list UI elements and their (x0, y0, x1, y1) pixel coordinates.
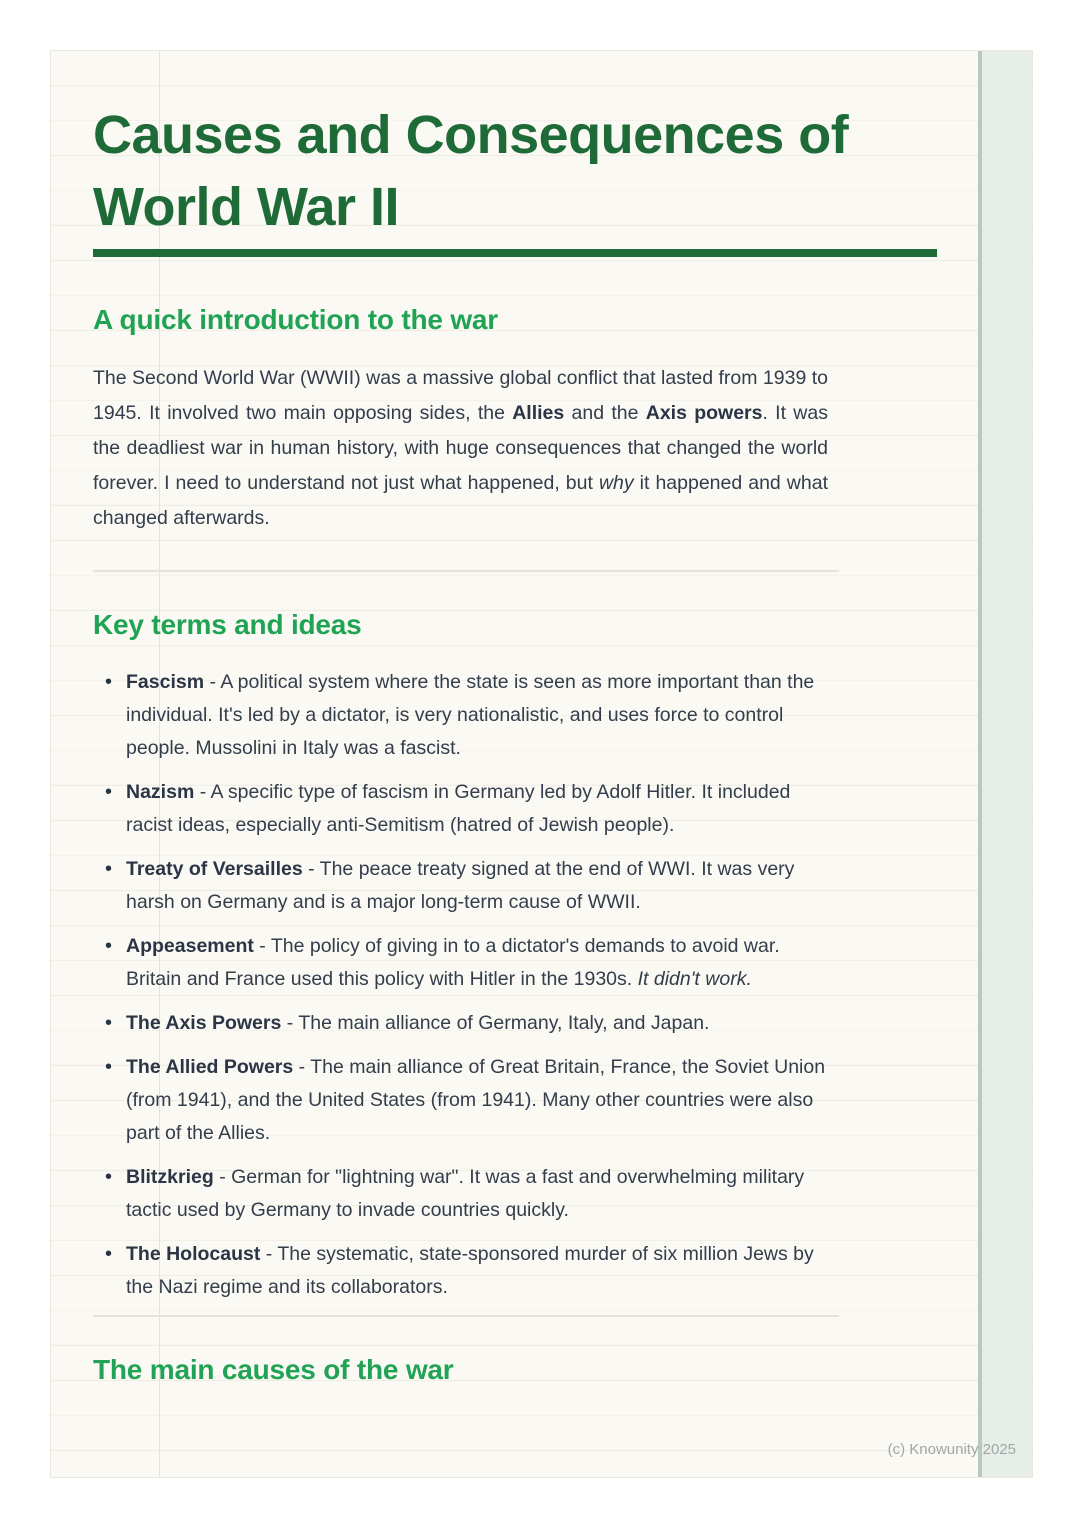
term-item (126, 1007, 828, 1040)
text-run: it happened and what changed afterwards. (93, 472, 828, 529)
term-item (126, 1161, 828, 1227)
document-content (93, 99, 937, 1385)
text-run: - A specific type of fascism in Germany led by Adolf Hitler. It included racist ideas, especially anti-Semitism (hatred of Jewish people). (126, 781, 791, 836)
section-heading-intro: A quick introduction to the war (93, 304, 498, 335)
text-run: The Second World War (WWII) was a massive global conflict that lasted from 1939 to 1945. It involved two main opposing sides, the (93, 367, 828, 424)
section-divider-1 (93, 570, 839, 572)
text-run: . It was the deadliest war in human history, with huge consequences that changed the world forever. I need to understand not just what happened, but (93, 402, 828, 494)
term-item (126, 1051, 828, 1150)
term-name: Blitzkrieg (126, 1166, 214, 1188)
title-underline-rule (93, 249, 937, 257)
text-run: - German for "lightning war". It was a fast and overwhelming military tactic used by Germany to invade countries quickly. (126, 1166, 805, 1221)
term-name: Fascism (126, 671, 205, 693)
term-name: Treaty of Versailles (126, 858, 303, 880)
text-run: - The main alliance of Germany, Italy, and Japan. (281, 1012, 710, 1034)
italic-text: why (598, 472, 634, 494)
page-title: Causes and Consequences of World War II (93, 105, 849, 237)
text-run: - The main alliance of Great Britain, France, the Soviet Union (from 1941), and the United States (from 1941). Many other countries were also part of the Allies. (126, 1056, 826, 1144)
text-run: - The policy of giving in to a dictator's demands to avoid war. Britain and France used this policy with Hitler in the 1930s. (126, 935, 780, 990)
term-item (126, 1238, 828, 1304)
text-run: and the (564, 402, 646, 424)
bold-text: Axis powers (645, 402, 763, 424)
term-name: Nazism (126, 781, 195, 803)
term-item (126, 930, 828, 996)
term-item (126, 666, 828, 765)
term-item (126, 776, 828, 842)
term-name: The Axis Powers (126, 1012, 282, 1034)
copyright-watermark: (c) Knowunity 2025 (887, 1441, 1016, 1458)
section-heading-main-causes: The main causes of the war (93, 1354, 454, 1385)
intro-paragraph (93, 361, 828, 536)
term-name: The Holocaust (126, 1243, 261, 1265)
text-run: - The systematic, state-sponsored murder of six million Jews by the Nazi regime and its collaborators. (126, 1243, 814, 1298)
text-run: - A political system where the state is seen as more important than the individual. It's led by a dictator, is very nationalistic, and uses force to control people. Mussolini in Italy was a fascist. (126, 671, 815, 759)
right-binding-strip (978, 51, 1032, 1477)
section-heading-key-terms: Key terms and ideas (93, 609, 362, 640)
bold-text: Allies (512, 402, 565, 424)
term-item (126, 853, 828, 919)
notes-card (50, 50, 1033, 1478)
key-terms-list (93, 666, 828, 1304)
italic-text: It didn't work. (637, 968, 752, 990)
term-name: The Allied Powers (126, 1056, 294, 1078)
text-run: - The peace treaty signed at the end of WWI. It was very harsh on Germany and is a major long-term cause of WWII. (126, 858, 795, 913)
section-divider-2 (93, 1315, 839, 1317)
term-name: Appeasement (126, 935, 254, 957)
